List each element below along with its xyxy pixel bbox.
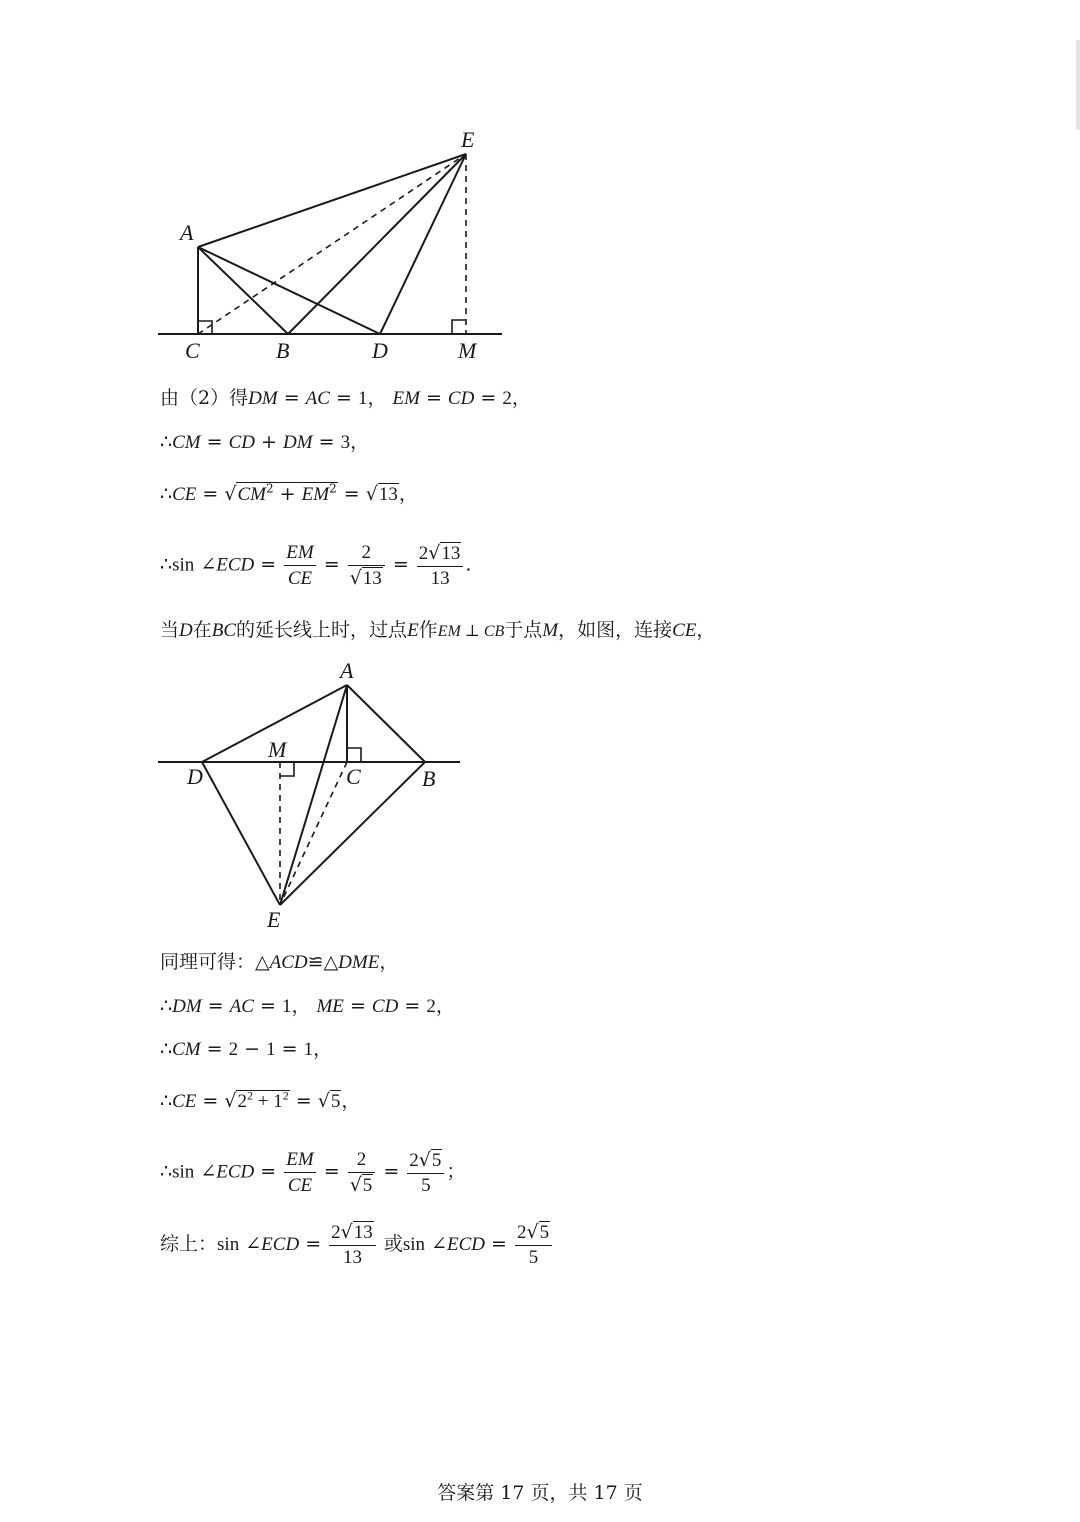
line-4: ∴sin ∠ECD = $\frac{EM}{CE}$ = $\frac{2}{√13}$ = $\frac{2√13}{13}$ .: [160, 541, 472, 589]
figure-2: [150, 655, 470, 935]
line-5: 当D在BC的延长线上时，过点E作EM ⊥ CB于点M，如图，连接CE，: [160, 619, 716, 641]
segment-CE-dashed: [198, 154, 466, 334]
segment-BE: [288, 154, 466, 334]
line-2: ∴CM = CD + DM = 3，: [160, 431, 370, 453]
label-E-2: E: [267, 907, 281, 932]
line-7: ∴DM = AC = 1， ME = CD = 2，: [160, 995, 455, 1017]
right-angle-M: [452, 320, 466, 334]
page-edge-shadow: [1076, 40, 1080, 130]
figure-1: [150, 120, 520, 370]
label-C: C: [185, 338, 200, 363]
line-10: ∴sin ∠ECD = $\frac{EM}{CE}$ = $\frac{2}{√5}$ = $\frac{2√5}{5}$ ；: [160, 1148, 466, 1196]
label-A-2: A: [340, 658, 354, 683]
figure-1-svg: [150, 120, 520, 370]
label-M-2: M: [268, 737, 287, 762]
label-D-2: D: [187, 764, 203, 789]
line-11: 综上：sin ∠ECD = $\frac{2√13}{13}$ 或sin ∠ECD = $\frac{2√5}{5}$: [160, 1220, 554, 1270]
label-M: M: [458, 338, 477, 363]
line-1: 由（2）得DM = AC = 1， EM = CD = 2，: [160, 387, 531, 409]
line-8: ∴CM = 2 − 1 = 1，: [160, 1038, 333, 1060]
label-B: B: [276, 338, 290, 363]
segment-DE-2: [202, 762, 280, 905]
line-3: ∴CE = $√CM^2 + EM^2 = √13$，: [160, 481, 418, 505]
label-C-2: C: [346, 764, 361, 789]
segment-DE: [380, 154, 466, 334]
label-B-2: B: [422, 766, 436, 791]
label-E: E: [461, 127, 475, 152]
right-angle-M-2: [280, 762, 294, 776]
segment-AB-2: [347, 685, 425, 762]
segment-CE-dashed-2: [280, 762, 347, 905]
label-D: D: [372, 338, 388, 363]
right-angle-C-2: [347, 748, 361, 762]
segment-AE: [198, 154, 466, 247]
page-footer: 答案第 17 页，共 17 页: [437, 1482, 643, 1504]
line-9: ∴CE = $√2^2 + 1^2 = √5$，: [160, 1088, 361, 1112]
line-6: 同理可得：△ACD≌△DME，: [160, 951, 399, 973]
segment-AD: [198, 247, 380, 334]
figure-2-svg: [150, 655, 470, 935]
label-A: A: [180, 220, 194, 245]
